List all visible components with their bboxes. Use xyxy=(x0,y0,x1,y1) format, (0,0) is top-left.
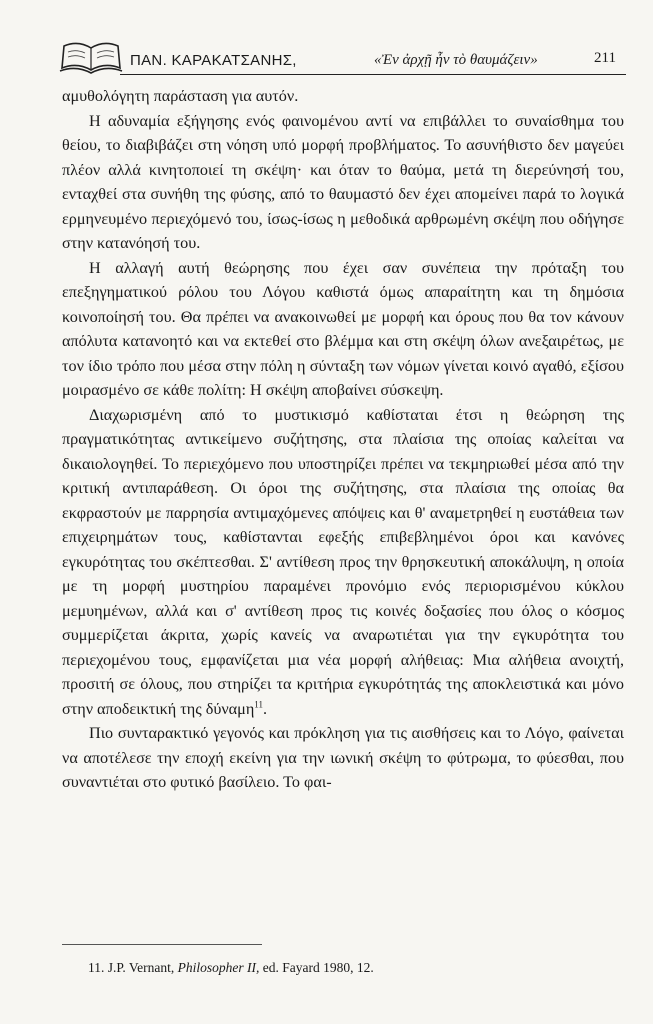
paragraph: Πιο συνταρακτικό γεγονός και πρόκληση για τις αισθήσεις και το Λόγο, φαίνεται να αποτέλεσε την εποχή εκείνη για την ιωνική σκέψη το φύτρωμα, το φύεσθαι, που συναντιέται στο φυτικό βασίλειο. Το φαι- xyxy=(62,724,624,791)
footnote-number: 11. xyxy=(88,960,105,975)
footnote xyxy=(88,960,374,976)
paragraph: Η αλλαγή αυτή θεώρησης που έχει σαν συνέπεια την πρόταξη του επεξηγηματικού ρόλου του Λόγου καθιστά όμως απαραίτητη και τη δημόσια κοινοποίησή του. Θα πρέπει να ανακοινωθεί με μορφή και όρους που θα τον κάνουν απόλυτα κατανοητό και να εκτεθεί στο βλέμμα και στη σκέψη όλων ανεξαιρέτως, με τον ίδιο τρόπο που μέσα στην πόλη η σύνταξη των νόμων γίνεται κοινό αγαθό, εξίσου μοιρασμένο σε κάθε πολίτη: Η σκέψη αποβαίνει σύσκεψη. xyxy=(62,258,624,399)
paragraph-text: Διαχωρισμένη από το μυστικισμό καθίσταται έτσι η θεώρηση της πραγματικότητας αντικείμενο συζήτησης, στα πλαίσια της οποίας καλείται να δικαιολογηθεί. Το περιεχόμενο που υποστηρίζει πρέπει να τεκμηριωθεί μέσα από την κριτική αντιπαράθεση. Οι όροι της συζήτησης, στα πλαίσια της οποίας θα εκφραστούν με παρρησία αντιμαχόμενες απόψεις και θ' αναμετρηθεί η ευστάθεια των επιχειρημάτων τους, καθίστανται εφεξής επιβεβλημένοι όροι και κανόνες εγκυρότητας του σκέπτεσθαι. Σ' αντίθεση προς την θρησκευτική αποκάλυψη, η οποία με τη μορφή μυστηρίου παραμένει προνόμιο ενός περιορισμένου κύκλου μεμυημένων, αλλά και σ' αντίθεση προς τις κοινές δοξασίες που όλος ο κόσμος συμμερίζεται άκριτα, χωρίς κανείς να αναρωτιέται για την εγκυρότητα του περιεχομένου τους, εμφανίζεται μια νέα μορφή αλήθειας: Μια αλήθεια ανοιχτή, προσιτή σε όλους, που στηρίζει τα κριτήρια εγκυρότητάς της αποκλειστικά και μόνο στην αποδεικτική της δύναμη xyxy=(62,405,624,718)
header-author: ΠΑΝ. ΚΑΡΑΚΑΤΣΑΝΗΣ, xyxy=(130,52,297,69)
footnote-work: Philosopher II, xyxy=(177,960,260,975)
paragraph: Η αδυναμία εξήγησης ενός φαινομένου αντί να επιβάλλει το συναίσθημα του θείου, το διαβιβάζει στη νόηση υπό μορφή προβλήματος. Το ασυνήθιστο δεν μαγεύει πλέον αλλά κινητοποιεί τη σκέψη· και όταν το θαύμα, μετά τη διερεύνησή του, ενταχθεί στα συνήθη της φύσης, από το θαυμαστό δεν έχει απομείνει παρά το λογικά ερμηνευμένο περιεχόμενό του, ίσως-ίσως η μεθοδικά αρθρωμένη σκέψη που οδήγησε στην κατανόησή του. xyxy=(62,111,624,252)
header-title: «Ἐν ἀρχῇ ἦν τὸ θαυμάζειν» xyxy=(374,52,538,68)
page-number: 211 xyxy=(594,50,616,66)
body-text xyxy=(62,84,624,795)
paragraph: Διαχωρισμένη από το μυστικισμό καθίσταται έτσι η θεώρηση της πραγματικότητας αντικείμενο συζήτησης, στα πλαίσια της οποίας καλείται να δικαιολογηθεί. Το περιεχόμενο που υποστηρίζει πρέπει να τεκμηριωθεί μέσα από την κριτική αντιπαράθεση. Οι όροι της συζήτησης, στα πλαίσια της οποίας θα εκφραστούν με παρρησία αντιμαχόμενες απόψεις και θ' αναμετρηθεί η ευστάθεια των επιχειρημάτων τους, καθίστανται εφεξής επιβεβλημένοι όροι και κανόνες εγκυρότητας του σκέπτεσθαι. Σ' αντίθεση προς την θρησκευτική αποκάλυψη, η οποία με τη μορφή μυστηρίου παραμένει προνόμιο ενός περιορισμένου κύκλου μεμυημένων, αλλά και σ' αντίθεση προς τις κοινές δοξασίες που όλος ο κόσμος συμμερίζεται άκριτα, χωρίς κανείς να αναρωτιέται για την εγκυρότητα του περιεχομένου τους, εμφανίζεται μια νέα μορφή αλήθειας: Μια αλήθεια ανοιχτή, προσιτή σε όλους, που στηρίζει τα κριτήρια εγκυρότητάς της αποκλειστικά και μόνο στην αποδεικτική της δύναμη$^{11}$. xyxy=(62,405,624,718)
paragraph: αμυθολόγητη παράσταση για αυτόν. xyxy=(62,87,299,105)
footnote-rule xyxy=(62,944,262,945)
footnote-author: J.P. Vernant, xyxy=(107,960,175,975)
footnote-details: ed. Fayard 1980, 12. xyxy=(262,960,374,975)
running-header xyxy=(58,38,626,78)
header-rule xyxy=(120,74,626,75)
open-book-logo-icon xyxy=(58,38,124,78)
footnote-reference: 11 xyxy=(254,699,263,710)
